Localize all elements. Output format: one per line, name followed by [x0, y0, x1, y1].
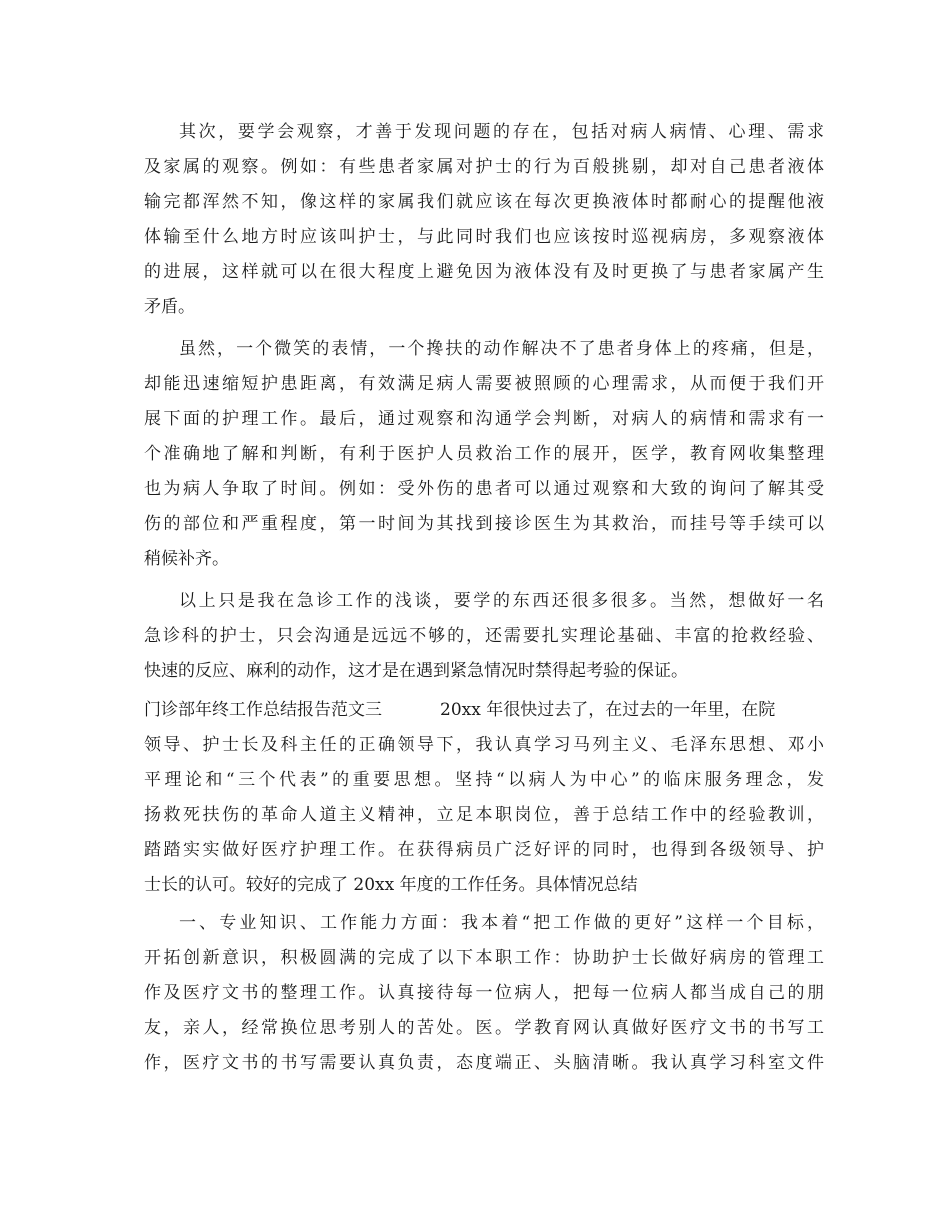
- paragraph-2-line-2: 却能迅速缩短护患距离，有效满足病人需要被照顾的心理需求，从而便于我们开: [144, 374, 824, 394]
- paragraph-2-line-3: 展下面的护理工作。最后，通过观察和沟通学会判断，对病人的病情和需求有一: [144, 409, 824, 429]
- paragraph-4-line-4: 踏踏实实做好医疗护理工作。在获得病员广泛好评的同时，也得到各级领导、护: [144, 840, 824, 860]
- paragraph-1-line-2: 及家属的观察。例如：有些患者家属对护士的行为百般挑剔，却对自己患者液体: [144, 157, 824, 177]
- paragraph-3-line-1: 以上只是我在急诊工作的浅谈，要学的东西还很多很多。当然，想做好一名: [179, 591, 824, 611]
- paragraph-2-line-4: 个准确地了解和判断，有利于医护人员救治工作的展开，医学，教育网收集整理: [144, 444, 824, 464]
- paragraph-2-line-1: 虽然，一个微笑的表情，一个搀扶的动作解决不了患者身体上的疼痛，但是，: [179, 339, 824, 359]
- paragraph-5-line-2: 开拓创新意识，积极圆满的完成了以下本职工作：协助护士长做好病房的管理工: [144, 948, 824, 968]
- paragraph-5-line-3: 作及医疗文书的整理工作。认真接待每一位病人，把每一位病人都当成自己的朋: [144, 983, 824, 1003]
- paragraph-1-line-4: 体输至什么地方时应该叫护士，与此同时我们也应该按时巡视病房，多观察液体: [144, 227, 824, 247]
- paragraph-5-line-4: 友，亲人，经常换位思考别人的苦处。医。学教育网认真做好医疗文书的书写工: [144, 1018, 824, 1038]
- paragraph-1-line-3: 输完都浑然不知，像这样的家属我们就应该在每次更换液体时都耐心的提醒他液: [144, 192, 824, 212]
- section-title: 门诊部年终工作总结报告范文三: [144, 700, 382, 720]
- paragraph-3-line-3: 快速的反应、麻利的动作，这才是在遇到紧急情况时禁得起考验的保证。: [144, 661, 688, 681]
- paragraph-2-line-7: 稍候补齐。: [144, 549, 229, 569]
- paragraph-2-line-6: 伤的部位和严重程度，第一时间为其找到接诊医生为其救治，而挂号等手续可以: [144, 514, 824, 534]
- paragraph-4-line-2: 平理论和“三个代表”的重要思想。坚持“以病人为中心”的临床服务理念，发: [144, 770, 824, 790]
- paragraph-4-line-1: 领导、护士长及科主任的正确领导下，我认真学习马列主义、毛泽东思想、邓小: [144, 735, 824, 755]
- section-title-line: [144, 693, 824, 727]
- section-intro: 20xx 年很快过去了，在过去的一年里，在院: [440, 700, 776, 720]
- paragraph-3-line-2: 急诊科的护士，只会沟通是远远不够的，还需要扎实理论基础、丰富的抢救经验、: [144, 626, 824, 646]
- paragraph-1-line-5: 的进展，这样就可以在很大程度上避免因为液体没有及时更换了与患者家属产生: [144, 262, 824, 282]
- paragraph-4-line-3: 扬救死扶伤的革命人道主义精神，立足本职岗位，善于总结工作中的经验教训，: [144, 805, 824, 825]
- paragraph-1-line-1: 其次，要学会观察，才善于发现问题的存在，包括对病人病情、心理、需求: [179, 122, 824, 142]
- paragraph-1-line-6: 矛盾。: [144, 297, 195, 317]
- paragraph-5-line-5: 作，医疗文书的书写需要认真负责，态度端正、头脑清晰。我认真学习科室文件: [144, 1053, 824, 1073]
- paragraph-2-line-5: 也为病人争取了时间。例如：受外伤的患者可以通过观察和大致的询问了解其受: [144, 479, 824, 499]
- paragraph-4-line-5: 士长的认可。较好的完成了 20xx 年度的工作任务。具体情况总结: [144, 875, 638, 895]
- paragraph-5-line-1: 一、专业知识、工作能力方面：我本着“把工作做的更好”这样一个目标，: [179, 913, 824, 933]
